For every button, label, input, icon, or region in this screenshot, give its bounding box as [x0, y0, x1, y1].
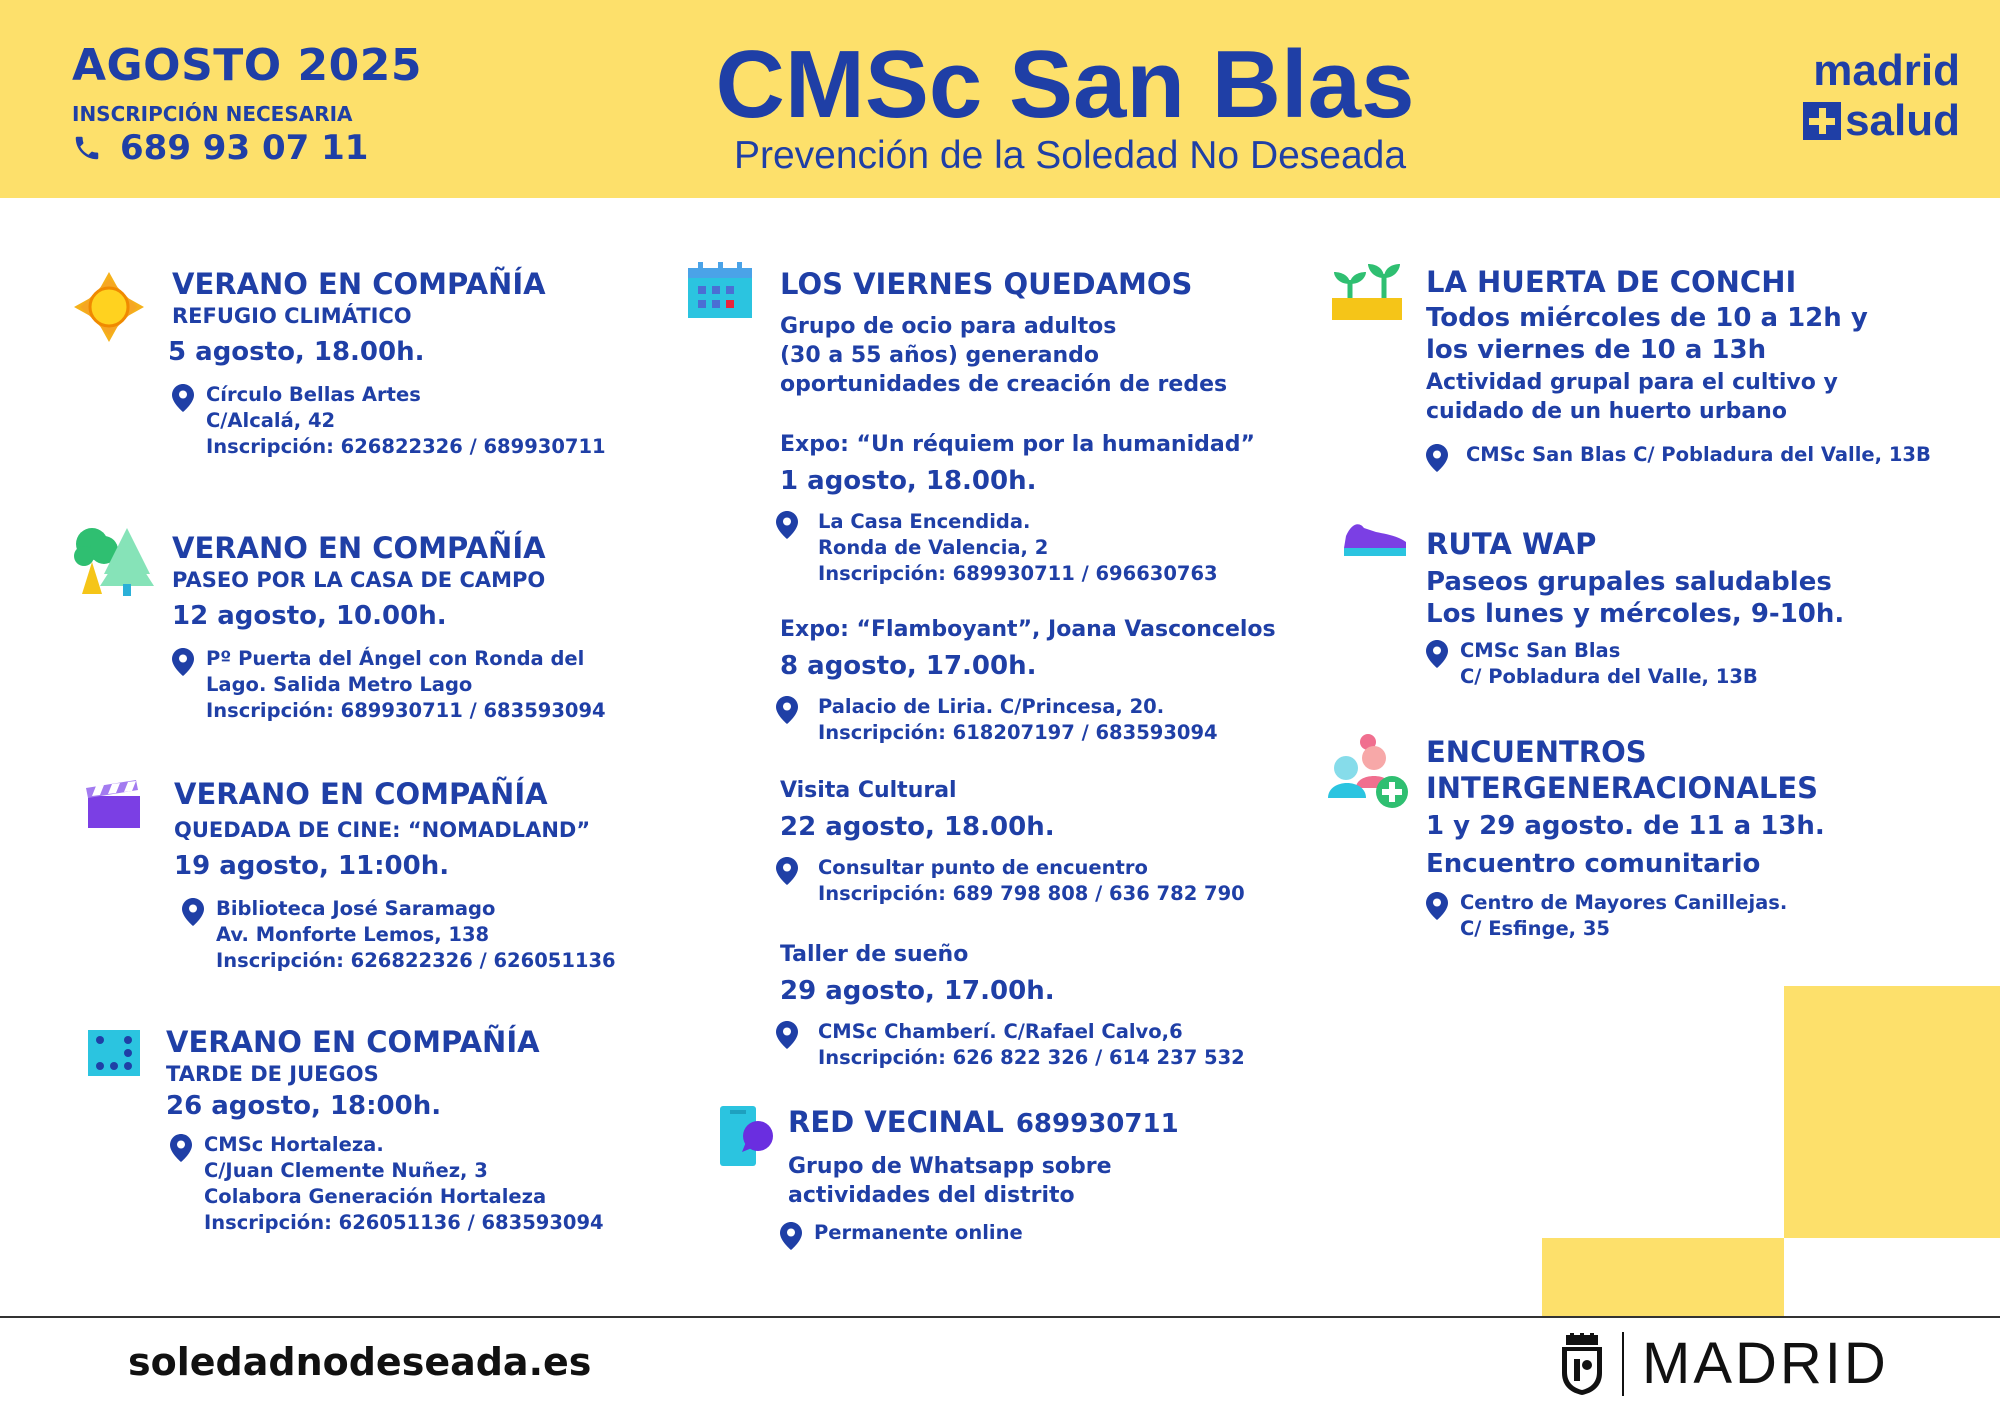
location-line: La Casa Encendida.	[818, 510, 1031, 533]
event-name: Expo: “Un réquiem por la humanidad”	[780, 432, 1255, 457]
red-vecinal-phone: 689930711	[1015, 1109, 1179, 1139]
event-date: 22 agosto, 18.00h.	[780, 812, 1055, 842]
sneaker-icon	[1342, 518, 1408, 558]
section-title: ENCUENTROS	[1426, 735, 1647, 769]
location-pin-icon	[776, 696, 798, 724]
madrid-city-logo	[1560, 1330, 1889, 1397]
location-line: Inscripción: 618207197 / 683593094	[818, 721, 1218, 744]
location-line: Palacio de Liria. C/Princesa, 20.	[818, 695, 1165, 718]
location-pin-icon	[1426, 444, 1448, 472]
location-line: Centro de Mayores Canillejas.	[1460, 891, 1788, 914]
location-line: CMSc Chamberí. C/Rafael Calvo,6	[818, 1020, 1183, 1043]
event-juegos	[166, 1024, 604, 1236]
red-vecinal-section	[788, 1104, 1179, 1246]
footer-website-link[interactable]: soledadnodeseada.es	[128, 1340, 592, 1384]
location-pin-icon	[172, 384, 194, 412]
event-location	[776, 509, 1255, 587]
location-line: Círculo Bellas Artes	[206, 383, 421, 406]
event-title: VERANO EN COMPAÑÍA	[174, 777, 548, 811]
location-line: Av. Monforte Lemos, 138	[216, 923, 490, 946]
month-label: AGOSTO 2025	[72, 40, 422, 91]
event-subtitle: TARDE DE JUEGOS	[166, 1062, 379, 1086]
location-line: Inscripción: 689930711 / 696630763	[818, 562, 1218, 585]
inscription-note: INSCRIPCIÓN NECESARIA	[72, 102, 353, 126]
event-requiem	[780, 430, 1255, 587]
event-date: 8 agosto, 17.00h.	[780, 651, 1037, 681]
page-subtitle: Prevención de la Soledad No Deseada	[733, 134, 1407, 177]
description-line: actividades del distrito	[788, 1183, 1075, 1208]
event-name: Visita Cultural	[780, 778, 957, 803]
sun-icon	[72, 270, 146, 344]
event-subtitle: QUEDADA DE CINE: “NOMADLAND”	[174, 818, 591, 842]
calendar-icon	[688, 262, 752, 318]
event-date: 5 agosto, 18.00h.	[168, 337, 425, 367]
location-line: C/Juan Clemente Nuñez, 3	[204, 1159, 488, 1182]
event-location	[1426, 638, 1844, 690]
description-line: Actividad grupal para el cultivo y	[1426, 370, 1838, 395]
header-banner	[0, 0, 2000, 198]
event-date: 26 agosto, 18:00h.	[166, 1091, 442, 1121]
logo-separator	[1622, 1332, 1624, 1396]
location-pin-icon	[776, 511, 798, 539]
event-intergeneracional	[1426, 734, 1825, 942]
logo-line-2: salud	[1845, 96, 1960, 145]
location-line: Biblioteca José Saramago	[216, 897, 496, 920]
location-line: C/ Pobladura del Valle, 13B	[1460, 665, 1758, 688]
event-huerta	[1426, 264, 1931, 468]
event-flamboyant	[780, 615, 1276, 746]
location-pin-icon	[780, 1222, 802, 1250]
schedule-line: Paseos grupales saludables	[1426, 567, 1832, 597]
event-casa-campo	[172, 530, 606, 724]
description-line: Grupo de Whatsapp sobre	[788, 1154, 1112, 1179]
event-subtitle: PASEO POR LA CASA DE CAMPO	[172, 568, 546, 592]
event-name: Taller de sueño	[780, 942, 969, 967]
page-title: CMSc San Blas	[715, 31, 1415, 138]
location-line: CMSc Hortaleza.	[204, 1133, 384, 1156]
location-pin-icon	[1426, 640, 1448, 668]
description-line: cuidado de un huerto urbano	[1426, 399, 1787, 424]
location-line: Ronda de Valencia, 2	[818, 536, 1049, 559]
event-title: VERANO EN COMPAÑÍA	[172, 267, 546, 301]
event-location	[172, 382, 606, 460]
event-date: 1 agosto, 18.00h.	[780, 466, 1037, 496]
event-date: 12 agosto, 10.00h.	[172, 601, 447, 631]
event-title: VERANO EN COMPAÑÍA	[172, 531, 546, 565]
section-intro-line: (30 a 55 años) generando	[780, 343, 1100, 368]
location-pin-icon	[776, 1021, 798, 1049]
event-subtitle: REFUGIO CLIMÁTICO	[172, 304, 412, 328]
trees-icon	[72, 524, 154, 596]
madrid-coat-of-arms-icon	[1560, 1333, 1604, 1395]
schedule-line: Todos miércoles de 10 a 12h y	[1426, 303, 1868, 333]
location-line: Inscripción: 689930711 / 683593094	[206, 699, 606, 722]
event-date: 19 agosto, 11:00h.	[174, 851, 450, 881]
madrid-salud-logo	[1803, 46, 1960, 146]
event-location	[776, 855, 1245, 907]
location-line: Inscripción: 626051136 / 683593094	[204, 1211, 604, 1234]
location-line: C/Alcalá, 42	[206, 409, 336, 432]
location-line: Consultar punto de encuentro	[818, 856, 1148, 879]
plant-icon	[1332, 262, 1404, 320]
footer-divider	[0, 1316, 2000, 1318]
event-location	[170, 1132, 604, 1236]
section-title: INTERGENERACIONALES	[1426, 771, 1819, 805]
location-line: Colabora Generación Hortaleza	[204, 1185, 547, 1208]
location-line: Inscripción: 626 822 326 / 614 237 532	[818, 1046, 1245, 1069]
event-taller-sueno	[780, 940, 1245, 1071]
location-line: Inscripción: 689 798 808 / 636 782 790	[818, 882, 1245, 905]
event-location	[776, 694, 1276, 746]
plus-icon	[1803, 102, 1841, 140]
event-location	[776, 1019, 1245, 1071]
decor-block-lower	[1542, 1238, 1784, 1316]
section-intro-line: oportunidades de creación de redes	[780, 372, 1228, 397]
location-pin-icon	[170, 1134, 192, 1162]
schedule-line: 1 y 29 agosto. de 11 a 13h.	[1426, 811, 1825, 841]
schedule-line: Los lunes y mércoles, 9-10h.	[1426, 599, 1845, 629]
event-cine	[174, 776, 616, 974]
location-pin-icon	[172, 648, 194, 676]
header-phone-number: 689 93 07 11	[120, 128, 369, 168]
logo-line-1: madrid	[1813, 46, 1960, 95]
event-name: Expo: “Flamboyant”, Joana Vasconcelos	[780, 617, 1276, 642]
event-location	[1426, 442, 1931, 468]
section-title: RUTA WAP	[1426, 527, 1597, 561]
dice-icon	[88, 1030, 140, 1076]
event-refugio	[168, 266, 606, 460]
event-title: VERANO EN COMPAÑÍA	[166, 1025, 540, 1059]
schedule-line: Encuentro comunitario	[1426, 849, 1761, 879]
decor-block-upper	[1784, 986, 2000, 1238]
event-visita-cultural	[780, 776, 1245, 907]
location-pin-icon	[776, 857, 798, 885]
event-location	[182, 896, 616, 974]
location-line: C/ Esfinge, 35	[1460, 917, 1611, 940]
section-title: LOS VIERNES QUEDAMOS	[780, 267, 1193, 301]
event-location	[172, 646, 606, 724]
location-line: Pº Puerta del Ángel con Ronda del	[206, 647, 585, 670]
schedule-line: los viernes de 10 a 13h	[1426, 335, 1767, 365]
clapperboard-icon	[86, 780, 142, 830]
location-line: Inscripción: 626822326 / 626051136	[216, 949, 616, 972]
location-line: CMSc San Blas	[1460, 639, 1621, 662]
viernes-quedamos-section	[780, 266, 1227, 399]
section-intro-line: Grupo de ocio para adultos	[780, 314, 1117, 339]
phone-chat-icon	[720, 1106, 776, 1166]
event-ruta-wap	[1426, 526, 1844, 690]
event-location	[1426, 890, 1825, 942]
event-date: 29 agosto, 17.00h.	[780, 976, 1055, 1006]
people-icon	[1326, 734, 1410, 812]
location-line: Permanente online	[814, 1221, 1023, 1244]
location-pin-icon	[182, 898, 204, 926]
location-line: CMSc San Blas C/ Pobladura del Valle, 13B	[1466, 443, 1931, 466]
location-pin-icon	[1426, 892, 1448, 920]
madrid-wordmark: MADRID	[1642, 1331, 1889, 1396]
section-title: RED VECINAL	[788, 1105, 1004, 1139]
location-line: Lago. Salida Metro Lago	[206, 673, 473, 696]
event-location	[780, 1220, 1179, 1246]
location-line: Inscripción: 626822326 / 689930711	[206, 435, 606, 458]
section-title: LA HUERTA DE CONCHI	[1426, 265, 1797, 299]
